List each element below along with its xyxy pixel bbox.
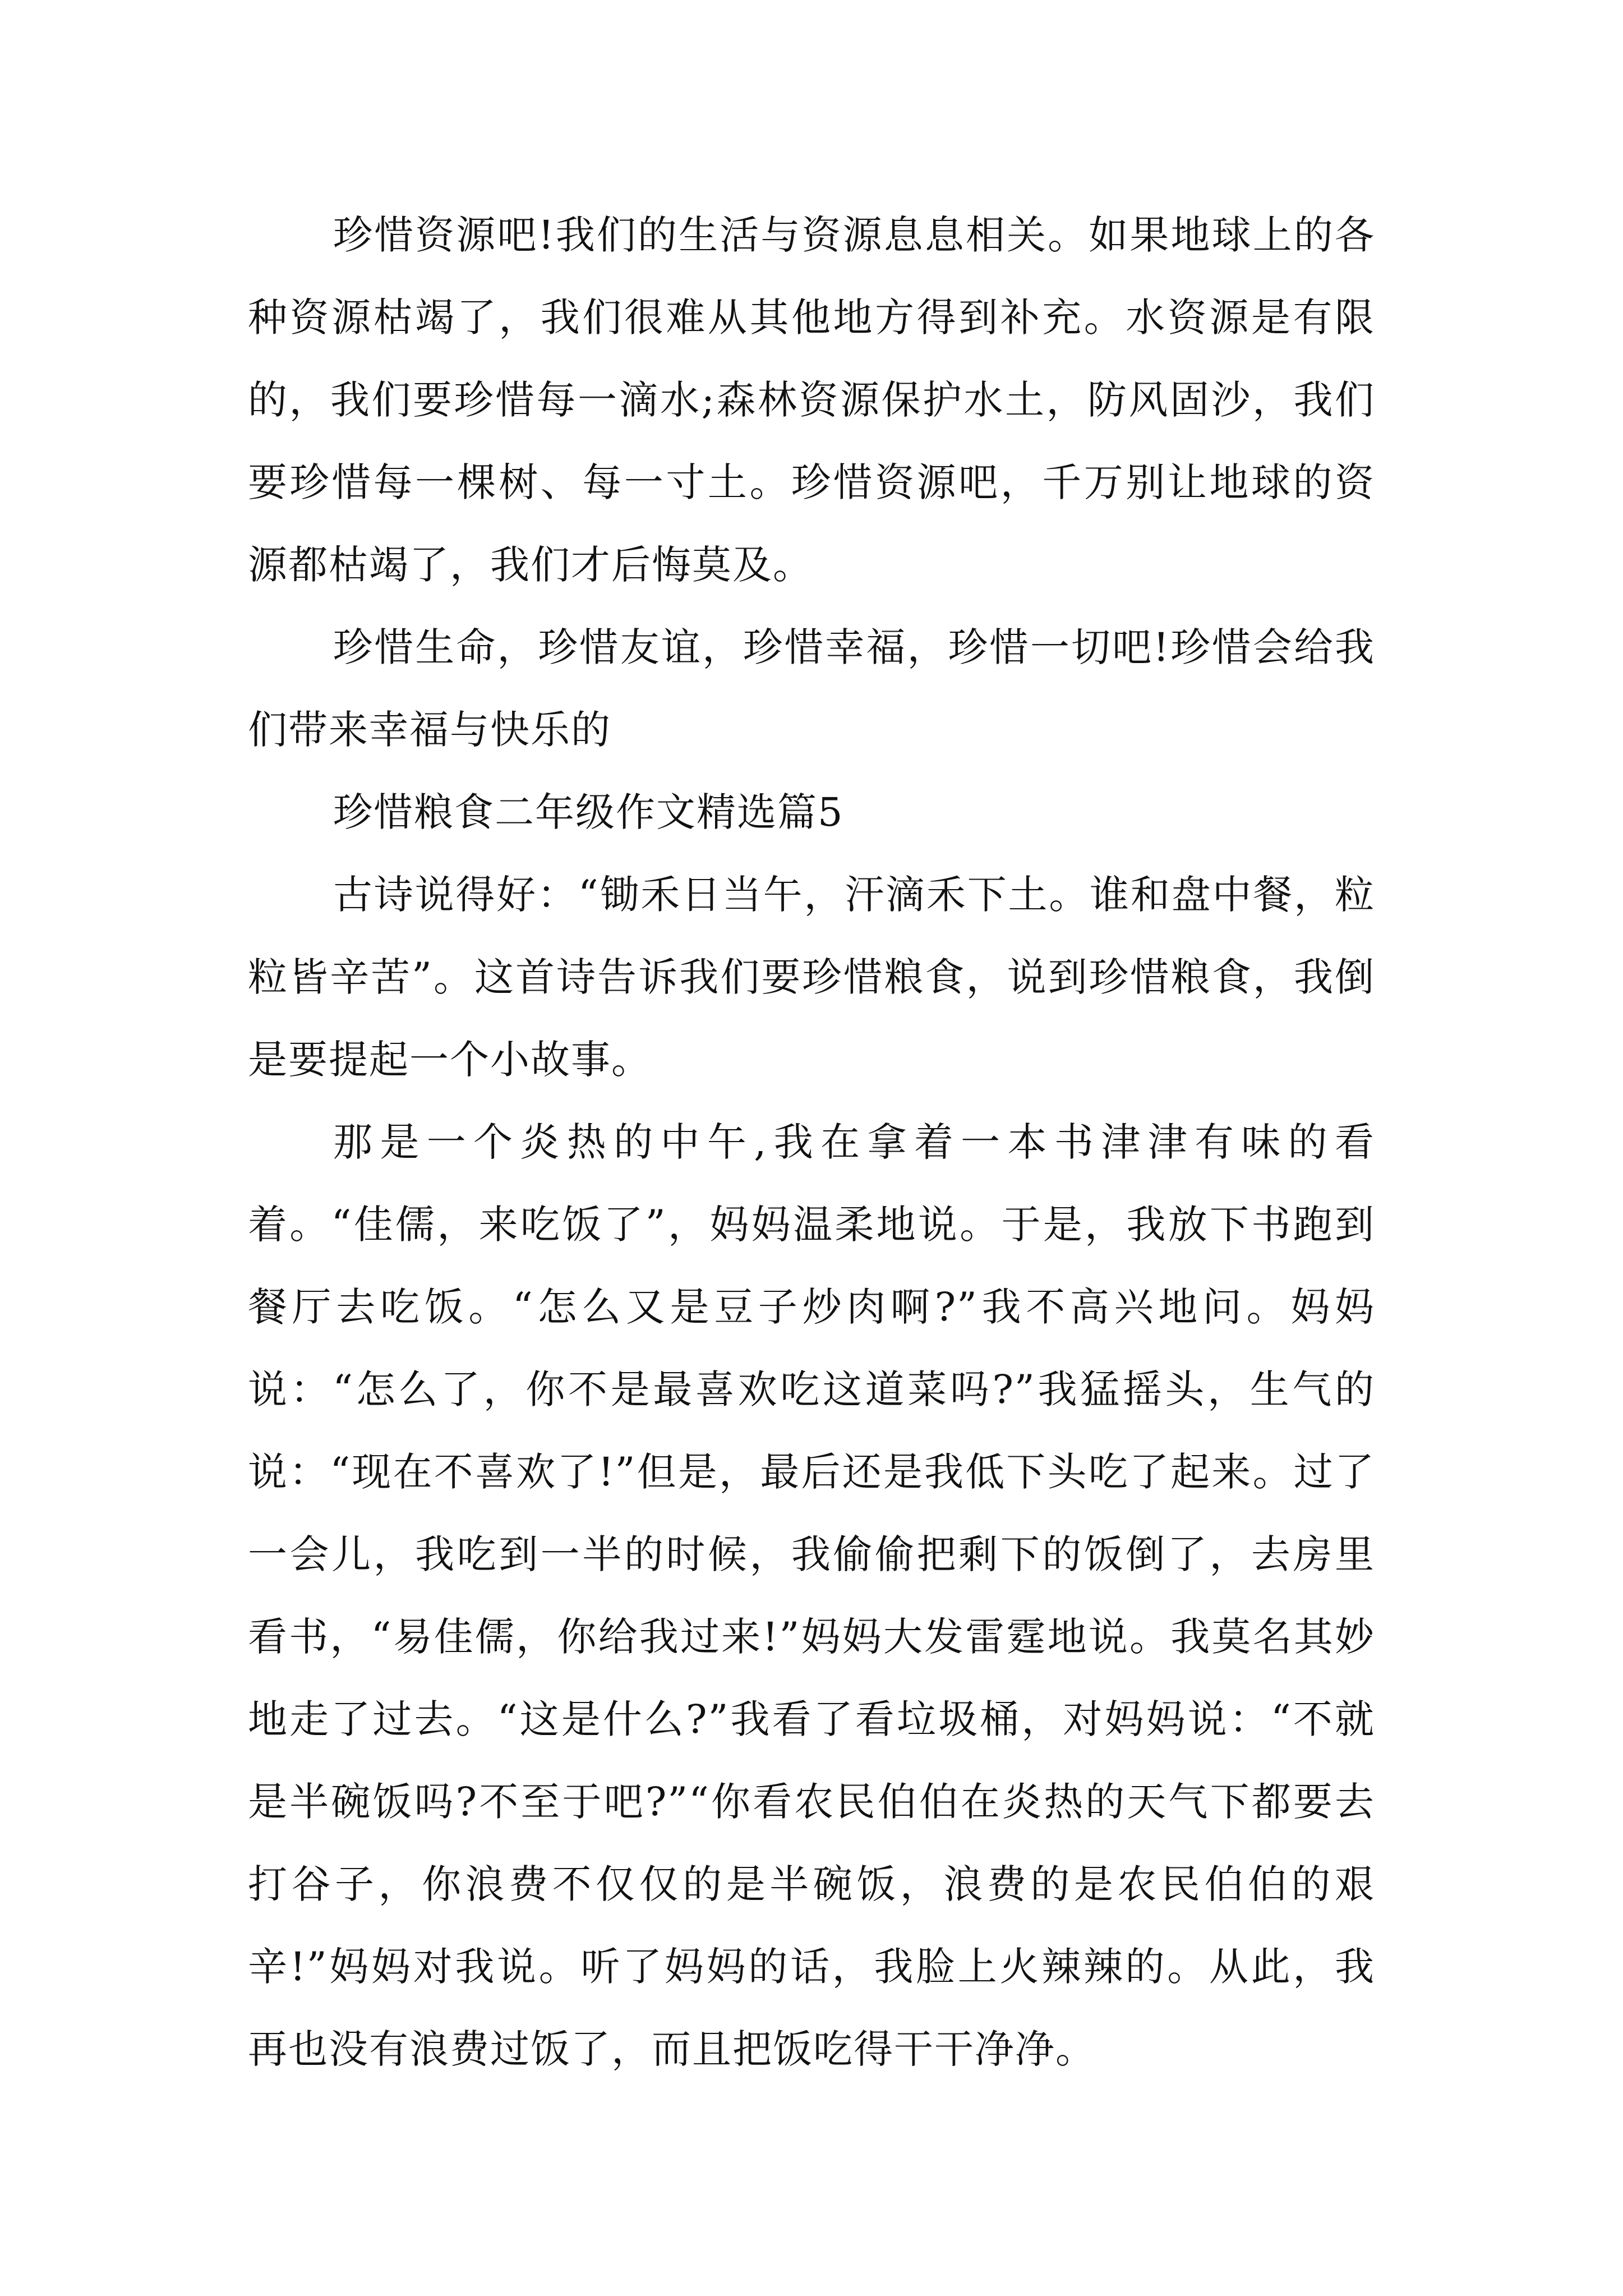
paragraph-cherish-everything: 珍惜生命，珍惜友谊，珍惜幸福，珍惜一切吧!珍惜会给我们带来幸福与快乐的 bbox=[248, 624, 1375, 753]
section-heading-essay-5: 珍惜粮食二年级作文精选篇5 bbox=[333, 789, 844, 835]
paragraph-story: 那是一个炎热的中午,我在拿着一本书津津有味的看着。“佳儒，来吃饭了”，妈妈温柔地说。于是，我放下书跑到餐厅去吃饭。“怎么又是豆子炒肉啊?”我不高兴地问。妈妈说：“怎么了，你不是最喜欢吃这道菜吗?”我猛摇头，生气的说：“现在不喜欢了!”但是，最后还是我低下头吃了起来。过了一会儿，我吃到一半的时候，我偷偷把剩下的饭倒了，去房里看书，“易佳儒，你给我过来!”妈妈大发雷霆地说。我莫名其妙地走了过去。“这是什么?”我看了看垃圾桶，对妈妈说：“不就是半碗饭吗?不至于吧?”“你看农民伯伯在炎热的天气下都要去打谷子，你浪费不仅仅的是半碗饭，浪费的是农民伯伯的艰辛!”妈妈对我说。听了妈妈的话，我脸上火辣辣的。从此，我再也没有浪费过饭了，而且把饭吃得干干净净。 bbox=[248, 1119, 1375, 2072]
paragraph-cherish-resources: 珍惜资源吧!我们的生活与资源息息相关。如果地球上的各种资源枯竭了，我们很难从其他地方得到补充。水资源是有限的，我们要珍惜每一滴水;森林资源保护水土，防风固沙，我们要珍惜每一棵树、每一寸土。珍惜资源吧，千万别让地球的资源都枯竭了，我们才后悔莫及。 bbox=[248, 212, 1375, 588]
paragraph-ancient-poem: 古诗说得好：“锄禾日当午，汗滴禾下土。谁和盘中餐，粒粒皆辛苦”。这首诗告诉我们要珍惜粮食，说到珍惜粮食，我倒是要提起一个小故事。 bbox=[248, 872, 1375, 1083]
document-body bbox=[248, 194, 1375, 2091]
